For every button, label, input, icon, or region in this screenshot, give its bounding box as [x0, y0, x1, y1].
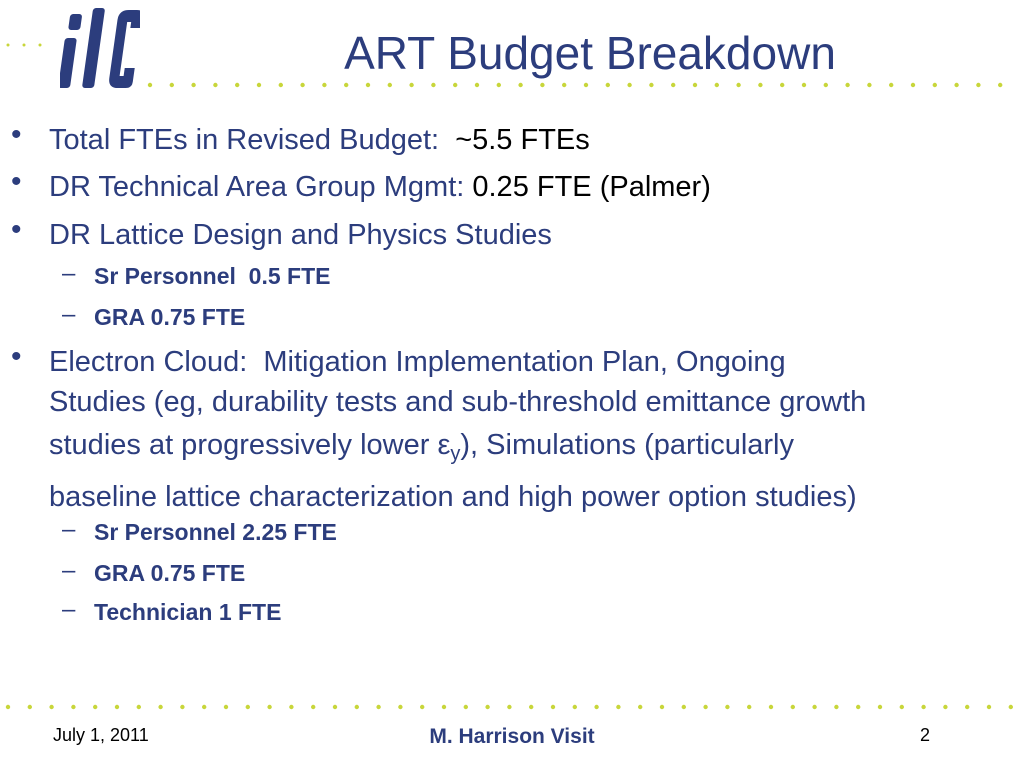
rule-dot — [507, 705, 511, 709]
rule-dot — [594, 705, 598, 709]
rule-dot — [769, 705, 773, 709]
rule-dot — [158, 705, 162, 709]
rule-dot — [398, 705, 402, 709]
rule-dot — [267, 705, 271, 709]
rule-dot — [420, 705, 424, 709]
rule-dot — [529, 705, 533, 709]
rule-dot — [834, 705, 838, 709]
sub-item-label: Technician 1 FTE — [94, 599, 282, 625]
rule-dot — [921, 705, 925, 709]
rule-dot — [289, 705, 293, 709]
bullet-label: DR Technical Area Group Mgmt: — [49, 171, 473, 203]
sub-item-lattice-sr-personnel — [62, 260, 331, 290]
rule-dot — [573, 705, 577, 709]
rule-dot — [638, 705, 642, 709]
rule-dot — [180, 705, 184, 709]
page-number: 2 — [920, 725, 931, 745]
rule-dot — [333, 705, 337, 709]
rule-dot — [28, 705, 32, 709]
rule-dot — [660, 705, 664, 709]
epsilon-symbol: ε — [437, 429, 451, 461]
slide-title: ART Budget Breakdown — [344, 27, 836, 79]
rule-dot — [725, 705, 729, 709]
rule-dot — [878, 705, 882, 709]
rule-dot — [856, 705, 860, 709]
bullet-label: DR Lattice Design and Physics Studies — [49, 219, 552, 251]
rule-dot — [137, 705, 141, 709]
rule-dot — [616, 705, 620, 709]
bullet-dr-mgmt — [11, 165, 711, 207]
sub-marker: – — [62, 301, 76, 328]
rule-dot — [900, 705, 904, 709]
bullet-label: Total FTEs in Revised Budget: — [49, 124, 456, 156]
ecloud-line-3-suffix: ), Simulations (particularly — [460, 429, 794, 461]
rule-dot — [551, 705, 555, 709]
bullet-value: 0.25 FTE (Palmer) — [472, 171, 711, 203]
rule-dot — [747, 705, 751, 709]
rule-dot — [442, 705, 446, 709]
sub-item-lattice-gra — [62, 301, 246, 331]
rule-dot — [93, 705, 97, 709]
rule-dot — [812, 705, 816, 709]
bullet-marker: • — [11, 213, 22, 246]
rule-dot — [1009, 705, 1013, 709]
rule-dot — [6, 705, 10, 709]
sub-item-label: Sr Personnel 2.25 FTE — [94, 519, 337, 545]
bullet-marker: • — [11, 118, 22, 151]
rule-dot — [965, 705, 969, 709]
sub-marker: – — [62, 557, 76, 584]
epsilon-subscript: y — [450, 443, 461, 465]
ecloud-line-3-prefix: studies at progressively lower — [49, 429, 438, 461]
ecloud-line-2: Studies (eg, durability tests and sub-threshold emittance growth — [49, 386, 867, 418]
bullet-total-ftes — [11, 118, 590, 160]
bullet-marker: • — [11, 165, 22, 198]
rule-dot — [224, 705, 228, 709]
rule-dot — [355, 705, 359, 709]
rule-dot — [246, 705, 250, 709]
sub-marker: – — [62, 516, 76, 543]
ecloud-line-1: Electron Cloud: Mitigation Implementation Plan, Ongoing — [49, 346, 786, 378]
sub-item-label: Sr Personnel 0.5 FTE — [94, 263, 331, 289]
rule-dot — [376, 705, 380, 709]
sub-item-ecloud-technician — [62, 596, 282, 626]
sub-item-label: GRA 0.75 FTE — [94, 560, 246, 586]
bottom-dotted-rule — [0, 702, 1024, 712]
rule-dot — [703, 705, 707, 709]
sub-marker: – — [62, 260, 76, 287]
sub-item-label: GRA 0.75 FTE — [94, 304, 246, 330]
bullet-marker: • — [11, 340, 22, 373]
bullet-value: ~5.5 FTEs — [455, 124, 590, 156]
rule-dot — [682, 705, 686, 709]
ecloud-line-4: baseline lattice characterization and high power option studies) — [49, 481, 857, 513]
footer-presenter: M. Harrison Visit — [429, 725, 595, 748]
rule-dot — [202, 705, 206, 709]
rule-dot — [115, 705, 119, 709]
bullet-lattice-design — [11, 213, 552, 255]
rule-dot — [49, 705, 53, 709]
rule-dot — [791, 705, 795, 709]
rule-dot — [464, 705, 468, 709]
rule-dot — [943, 705, 947, 709]
rule-dot — [71, 705, 75, 709]
rule-dot — [311, 705, 315, 709]
sub-marker: – — [62, 596, 76, 623]
rule-dot — [987, 705, 991, 709]
bullet-electron-cloud — [11, 340, 867, 517]
footer-date: July 1, 2011 — [53, 725, 149, 745]
sub-item-ecloud-gra — [62, 557, 246, 587]
rule-dot — [485, 705, 489, 709]
sub-item-ecloud-sr-personnel — [62, 516, 337, 546]
